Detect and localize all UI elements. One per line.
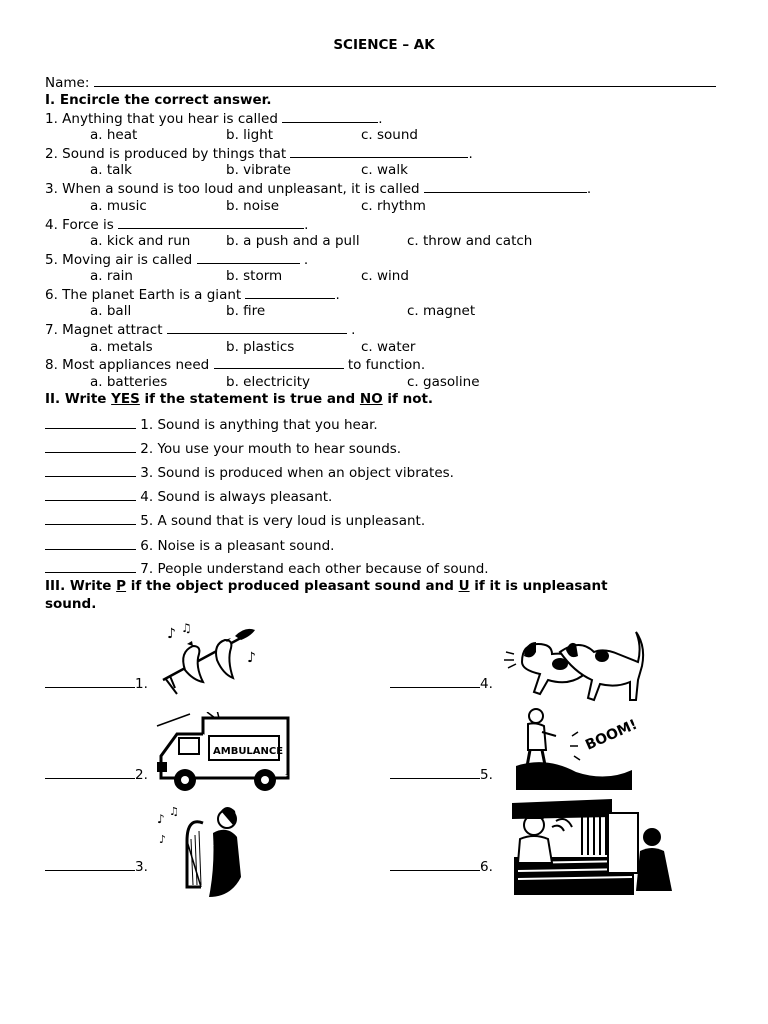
choice-b[interactable]: b. noise xyxy=(226,198,280,214)
question-text: 6. The planet Earth is a giant xyxy=(45,287,242,303)
choice-c[interactable]: c. water xyxy=(361,339,416,355)
statement-4 xyxy=(45,488,332,506)
choice-c[interactable]: c. walk xyxy=(361,162,408,178)
question-5 xyxy=(45,251,308,269)
statement-6 xyxy=(45,537,334,555)
choice-b[interactable]: b. fire xyxy=(226,303,266,319)
item-number: 6. xyxy=(480,859,493,875)
question-4 xyxy=(45,216,308,234)
part1-heading: I. Encircle the correct answer. xyxy=(45,92,272,108)
choice-b[interactable]: b. light xyxy=(226,127,274,143)
answer-blank[interactable] xyxy=(45,560,136,573)
question-text: 1. Anything that you hear is called xyxy=(45,111,278,127)
svg-text:♫: ♫ xyxy=(181,621,192,635)
choice-b[interactable]: b. electricity xyxy=(226,374,310,390)
piano-players-picture xyxy=(512,797,680,901)
part3-heading xyxy=(45,578,608,595)
answer-blank[interactable] xyxy=(45,537,136,550)
choice-c[interactable]: c. sound xyxy=(361,127,418,143)
question-3 xyxy=(45,180,591,198)
name-row xyxy=(45,74,716,92)
answer-blank[interactable] xyxy=(245,286,335,299)
answer-blank[interactable] xyxy=(167,321,347,334)
answer-blank[interactable] xyxy=(45,858,135,871)
question-suffix: . xyxy=(468,146,473,162)
answer-blank[interactable] xyxy=(45,464,136,477)
answer-blank[interactable] xyxy=(118,216,304,229)
item-number: 3. xyxy=(135,859,148,875)
question-text: 4. Force is xyxy=(45,217,114,233)
answer-blank[interactable] xyxy=(45,766,135,779)
choice-c[interactable]: c. wind xyxy=(361,268,409,284)
question-suffix: . xyxy=(299,252,309,268)
choice-b[interactable]: b. vibrate xyxy=(226,162,291,178)
question-text: 8. Most appliances need xyxy=(45,357,210,373)
picture-answer-3 xyxy=(45,858,148,876)
barking-dogs-picture xyxy=(500,622,650,707)
answer-blank[interactable] xyxy=(282,110,378,123)
svg-text:♪: ♪ xyxy=(167,626,176,642)
ambulance-text: AMBULANCE xyxy=(213,746,284,757)
question-7 xyxy=(45,321,355,339)
ambulance-picture xyxy=(155,712,293,797)
name-label: Name: xyxy=(45,75,90,91)
svg-text:♪: ♪ xyxy=(157,812,165,826)
page-title: SCIENCE – AK xyxy=(333,37,435,53)
statement-text: 5. A sound that is very loud is unpleasant. xyxy=(140,513,426,529)
choice-a[interactable]: a. talk xyxy=(90,162,132,178)
question-suffix: . xyxy=(304,217,309,233)
answer-blank[interactable] xyxy=(45,416,136,429)
question-text: 2. Sound is produced by things that xyxy=(45,146,287,162)
choice-c[interactable]: c. throw and catch xyxy=(407,233,533,249)
firecracker-picture xyxy=(512,706,642,794)
heading-text: III. Write xyxy=(45,578,117,594)
choice-b[interactable]: b. plastics xyxy=(226,339,295,355)
answer-blank[interactable] xyxy=(214,356,344,369)
part3-heading-line2: sound. xyxy=(45,596,97,612)
question-suffix: to function. xyxy=(343,357,426,373)
choice-c[interactable]: c. rhythm xyxy=(361,198,426,214)
question-6 xyxy=(45,286,340,304)
answer-blank[interactable] xyxy=(390,675,480,688)
statement-1 xyxy=(45,416,378,434)
answer-blank[interactable] xyxy=(424,180,587,193)
question-suffix: . xyxy=(586,181,592,197)
choice-a[interactable]: a. ball xyxy=(90,303,132,319)
heading-text: if it is unpleasant xyxy=(469,578,608,594)
choice-a[interactable]: a. heat xyxy=(90,127,138,143)
statement-7 xyxy=(45,560,489,578)
heading-text: II. Write xyxy=(45,391,112,407)
picture-answer-4 xyxy=(390,675,493,693)
heading-text: if the statement is true and xyxy=(139,391,360,407)
answer-blank[interactable] xyxy=(45,440,136,453)
heading-text: if not. xyxy=(382,391,434,407)
question-1 xyxy=(45,110,383,128)
statement-5 xyxy=(45,512,425,530)
question-text: 5. Moving air is called xyxy=(45,252,193,268)
name-blank[interactable] xyxy=(94,74,716,87)
choice-a[interactable]: a. metals xyxy=(90,339,153,355)
answer-blank[interactable] xyxy=(290,145,468,158)
choice-c[interactable]: c. magnet xyxy=(407,303,476,319)
answer-blank[interactable] xyxy=(45,675,135,688)
statement-text: 7. People understand each other because of sound. xyxy=(140,561,489,577)
question-8 xyxy=(45,356,425,374)
picture-answer-6 xyxy=(390,858,493,876)
boom-text: BOOM! xyxy=(583,716,640,754)
yes-keyword: YES xyxy=(111,391,140,407)
answer-blank[interactable] xyxy=(390,858,480,871)
question-suffix: . xyxy=(346,322,356,338)
p-keyword: P xyxy=(116,578,127,594)
u-keyword: U xyxy=(458,578,470,594)
choice-a[interactable]: a. kick and run xyxy=(90,233,191,249)
statement-3 xyxy=(45,464,454,482)
harp-player-picture xyxy=(155,805,255,903)
item-number: 4. xyxy=(480,676,493,692)
svg-text:♪: ♪ xyxy=(247,650,256,666)
heading-text: if the object produced pleasant sound and xyxy=(126,578,459,594)
choice-a[interactable]: a. batteries xyxy=(90,374,168,390)
picture-answer-2 xyxy=(45,766,148,784)
birds-singing-picture xyxy=(155,618,270,698)
picture-answer-5 xyxy=(390,766,493,784)
question-suffix: . xyxy=(335,287,340,303)
answer-blank[interactable] xyxy=(197,251,300,264)
item-number: 1. xyxy=(135,676,148,692)
statement-text: 4. Sound is always pleasant. xyxy=(140,489,333,505)
statement-text: 6. Noise is a pleasant sound. xyxy=(140,538,335,554)
choice-a[interactable]: a. rain xyxy=(90,268,133,284)
question-2 xyxy=(45,145,473,163)
choice-b[interactable]: b. storm xyxy=(226,268,283,284)
question-text: 3. When a sound is too loud and unpleasant, it is called xyxy=(45,181,420,197)
part2-heading xyxy=(45,391,433,408)
item-number: 2. xyxy=(135,767,148,783)
svg-text:♫: ♫ xyxy=(169,805,179,818)
question-text: 7. Magnet attract xyxy=(45,322,163,338)
no-keyword: NO xyxy=(359,391,383,407)
choice-a[interactable]: a. music xyxy=(90,198,147,214)
answer-blank[interactable] xyxy=(45,512,136,525)
item-number: 5. xyxy=(480,767,493,783)
answer-blank[interactable] xyxy=(390,766,480,779)
svg-text:♪: ♪ xyxy=(159,833,167,846)
choice-b[interactable]: b. a push and a pull xyxy=(226,233,360,249)
statement-text: 2. You use your mouth to hear sounds. xyxy=(140,441,402,457)
statement-text: 3. Sound is produced when an object vibrates. xyxy=(140,465,454,481)
picture-answer-1 xyxy=(45,675,148,693)
statement-2 xyxy=(45,440,401,458)
answer-blank[interactable] xyxy=(45,488,136,501)
question-suffix: . xyxy=(378,111,383,127)
statement-text: 1. Sound is anything that you hear. xyxy=(140,417,378,433)
choice-c[interactable]: c. gasoline xyxy=(407,374,480,390)
